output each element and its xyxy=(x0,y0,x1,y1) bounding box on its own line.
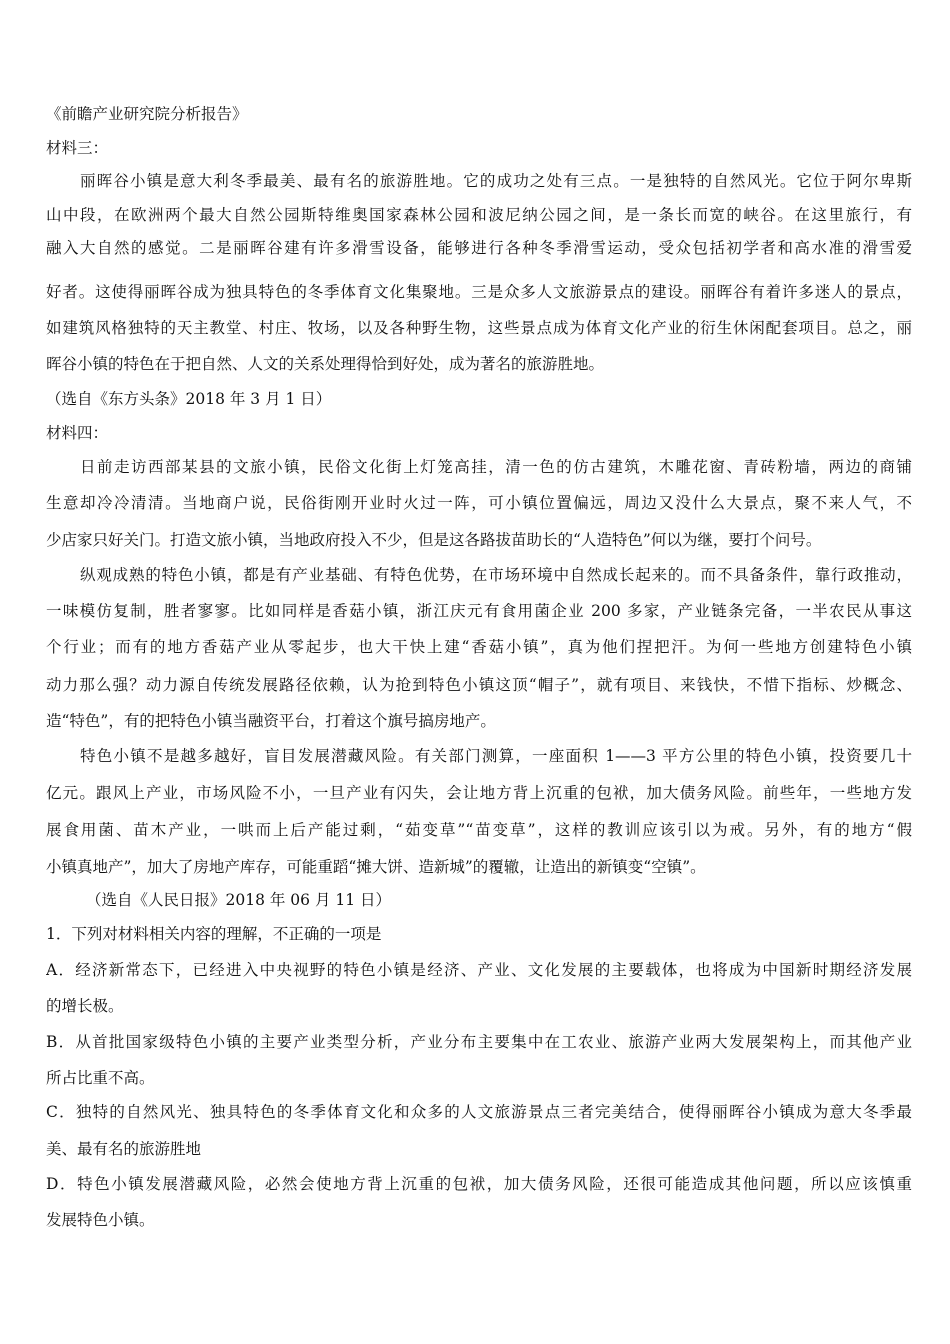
material-4-line: 少店家只好关门。打造文旅小镇，当地政府投入不少，但是这各路拔苗助长的“人造特色”何以为继，要打个问号。 xyxy=(46,531,822,549)
option-b: B．从首批国家级特色小镇的主要产业类型分析，产业分布主要集中在工农业、旅游产业两大发展架构上，而其他产业 xyxy=(46,1033,912,1051)
option-d-cont: 发展特色小镇。 xyxy=(46,1211,155,1229)
material-3-line: 如建筑风格独特的天主教堂、村庄、牧场，以及各种野生物，这些景点成为体育文化产业的衍生休闲配套项目。总之，丽 xyxy=(46,319,912,337)
material-4-line: 亿元。跟风上产业，市场风险不小，一旦产业有闪失，会让地方背上沉重的包袱，加大债务风险。前些年，一些地方发 xyxy=(46,784,912,802)
material-3-line: 好者。这使得丽晖谷成为独具特色的冬季体育文化集聚地。三是众多人文旅游景点的建设。丽晖谷有着许多迷人的景点， xyxy=(46,283,912,301)
material-4-source: （选自《人民日报》2018 年 06 月 11 日） xyxy=(86,891,392,909)
material-4-line: 日前走访西部某县的文旅小镇，民俗文化街上灯笼高挂，清一色的仿古建筑，木雕花窗、青砖粉墙，两边的商铺 xyxy=(80,458,912,476)
material-4-line: 展食用菌、苗木产业，一哄而上后产能过剩，“茹变草”“苗变草”，这样的教训应该引以为戒。另外，有的地方“假 xyxy=(46,821,912,839)
material-3-heading: 材料三： xyxy=(46,139,109,157)
option-b-cont: 所占比重不高。 xyxy=(46,1069,155,1087)
material-4-heading: 材料四： xyxy=(46,424,109,442)
material-4-line: 纵观成熟的特色小镇，都是有产业基础、有特色优势，在市场环境中自然成长起来的。而不具备条件，靠行政推动， xyxy=(80,566,912,584)
source-citation-top: 《前瞻产业研究院分析报告》 xyxy=(46,105,248,123)
material-3-line: 丽晖谷小镇是意大利冬季最美、最有名的旅游胜地。它的成功之处有三点。一是独特的自然风光。它位于阿尔卑斯 xyxy=(80,172,912,190)
material-4-line: 特色小镇不是越多越好，盲目发展潜藏风险。有关部门测算，一座面积 1——3 平方公里的特色小镇，投资要几十 xyxy=(80,747,912,765)
material-4-line: 动力那么强？动力源自传统发展路径依赖，认为抢到特色小镇这顶“帽子”，就有项目、来钱快，不惜下指标、炒概念、 xyxy=(46,676,912,694)
material-3-source: （选自《东方头条》2018 年 3 月 1 日） xyxy=(46,390,332,408)
material-4-line: 小镇真地产”，加大了房地产库存，可能重蹈“摊大饼、造新城”的覆辙，让造出的新镇变“空镇”。 xyxy=(46,858,706,876)
option-d: D．特色小镇发展潜藏风险，必然会使地方背上沉重的包袱，加大债务风险，还很可能造成其他问题，所以应该慎重 xyxy=(46,1175,912,1193)
material-4-line: 一味模仿复制，胜者寥寥。比如同样是香菇小镇，浙江庆元有食用菌企业 200 多家，产业链条完备，一半农民从事这 xyxy=(46,602,912,620)
material-3-line: 融入大自然的感觉。二是丽晖谷建有许多滑雪设备，能够进行各种冬季滑雪运动，受众包括初学者和高水准的滑雪爱 xyxy=(46,239,912,257)
option-a-cont: 的增长极。 xyxy=(46,997,124,1015)
material-3-line: 山中段，在欧洲两个最大自然公园斯特维奥国家森林公园和波尼纳公园之间，是一条长而宽的峡谷。在这里旅行，有 xyxy=(46,206,912,224)
option-c-cont: 美、最有名的旅游胜地 xyxy=(46,1140,202,1158)
material-3-line: 晖谷小镇的特色在于把自然、人文的关系处理得恰到好处，成为著名的旅游胜地。 xyxy=(46,355,605,373)
material-4-line: 生意却冷冷清清。当地商户说，民俗街刚开业时火过一阵，可小镇位置偏远，周边又没什么大景点，聚不来人气，不 xyxy=(46,494,912,512)
material-4-line: 个行业；而有的地方香菇产业从零起步，也大干快上建“香菇小镇”，真为他们捏把汗。为何一些地方创建特色小镇 xyxy=(46,638,912,656)
option-a: A．经济新常态下，已经进入中央视野的特色小镇是经济、产业、文化发展的主要载体，也将成为中国新时期经济发展 xyxy=(46,961,912,979)
material-4-line: 造“特色”，有的把特色小镇当融资平台，打着这个旗号搞房地产。 xyxy=(46,712,496,730)
question-stem: 1．下列对材料相关内容的理解，不正确的一项是 xyxy=(46,925,382,943)
option-c: C．独特的自然风光、独具特色的冬季体育文化和众多的人文旅游景点三者完美结合，使得丽晖谷小镇成为意大冬季最 xyxy=(46,1103,912,1121)
